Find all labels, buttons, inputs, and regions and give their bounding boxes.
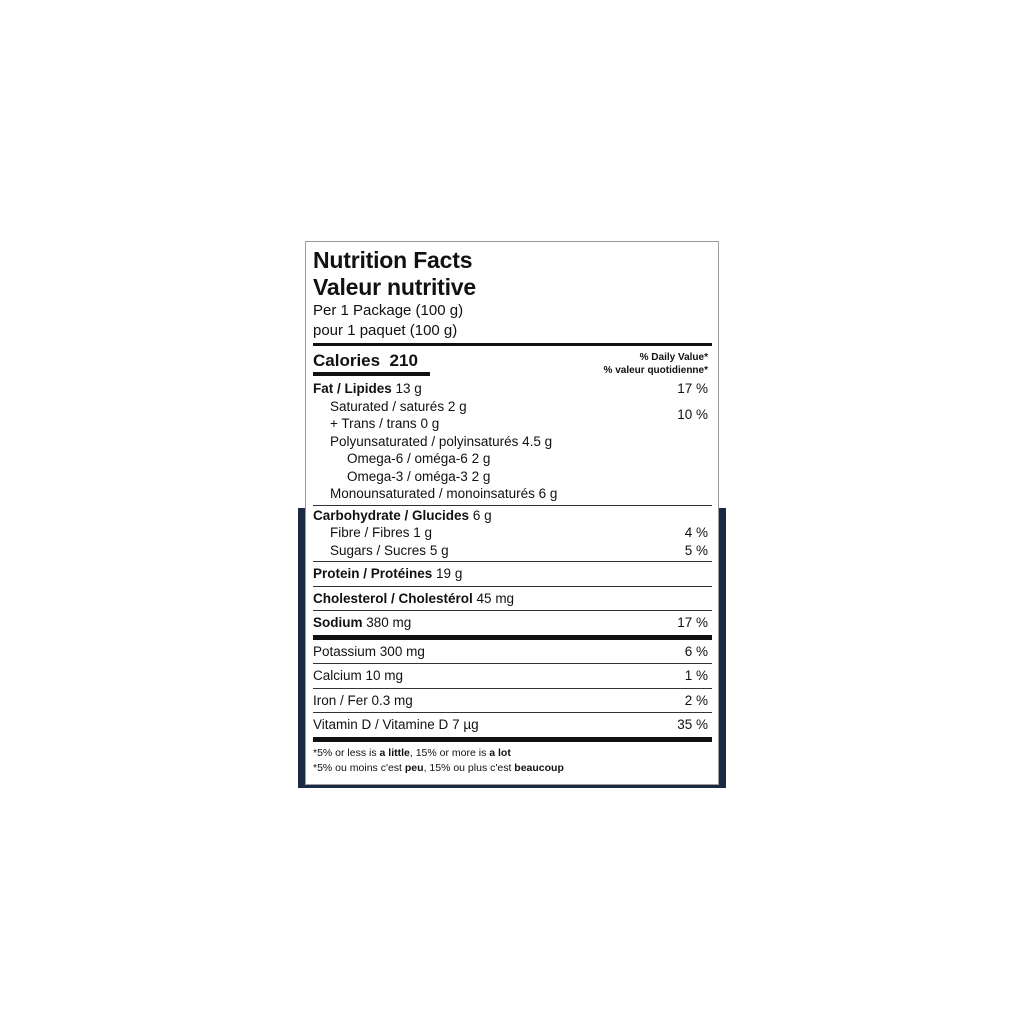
nutrient-row-protein: Protein / Protéines 19 g [313,566,463,581]
serving-size-english: Per 1 Package (100 g) [313,302,464,319]
fat-section [313,379,712,505]
nutrient-row-fat: Fat / Lipides 13 g 17 % [313,381,708,396]
carbohydrate-section [313,506,712,562]
nutrient-row-cholesterol: Cholesterol / Cholestérol 45 mg [313,590,515,606]
nutrient-row-potassium: Potassium 300 mg 6 % [313,643,708,659]
footnote-french: *5% ou moins c'est peu, 15% ou plus c'est beaucoup [313,761,564,774]
nutrient-row-sugars: Sugars / Sucres 5 g 5 % [330,542,708,558]
footnote [313,742,712,776]
calories-underline [313,372,430,376]
saturated-trans-dv: 10 % [677,407,708,423]
nutrient-row-vitamin-d: Vitamin D / Vitamine D 7 µg 35 % [313,717,708,732]
nutrient-row-fibre: Fibre / Fibres 1 g 4 % [330,525,708,540]
nutrient-row-omega3: Omega-3 / oméga-3 2 g [347,468,491,484]
nutrient-row-iron: Iron / Fer 0.3 mg 2 % [313,692,708,708]
daily-value-header: % Daily Value* % valeur quotidienne* [603,352,708,376]
nutrient-row-monounsaturated: Monounsaturated / monoinsaturés 6 g [330,486,558,501]
calories-label: Calories [313,351,381,370]
serving-size-french: pour 1 paquet (100 g) [313,322,458,339]
nutrient-row-calcium: Calcium 10 mg 1 % [313,668,708,683]
nutrient-row-polyunsaturated: Polyunsaturated / polyinsaturés 4.5 g [330,433,553,449]
nutrient-row-saturated: Saturated / saturés 2 g [330,398,467,414]
nutrient-row-sodium: Sodium 380 mg 17 % [313,615,708,630]
title-french: Valeur nutritive [313,274,476,300]
nutrient-row-omega6: Omega-6 / oméga-6 2 g [347,451,491,466]
footnote-english: *5% or less is a little, 15% or more is a lot [313,746,511,759]
title-english: Nutrition Facts [313,247,473,273]
nutrient-row-carbohydrate: Carbohydrate / Glucides 6 g [313,507,492,523]
nutrition-facts-table [305,241,719,785]
calories-row [313,346,712,376]
nutrient-row-trans: + Trans / trans 0 g [330,416,440,431]
calories-value: 210 [389,351,418,370]
